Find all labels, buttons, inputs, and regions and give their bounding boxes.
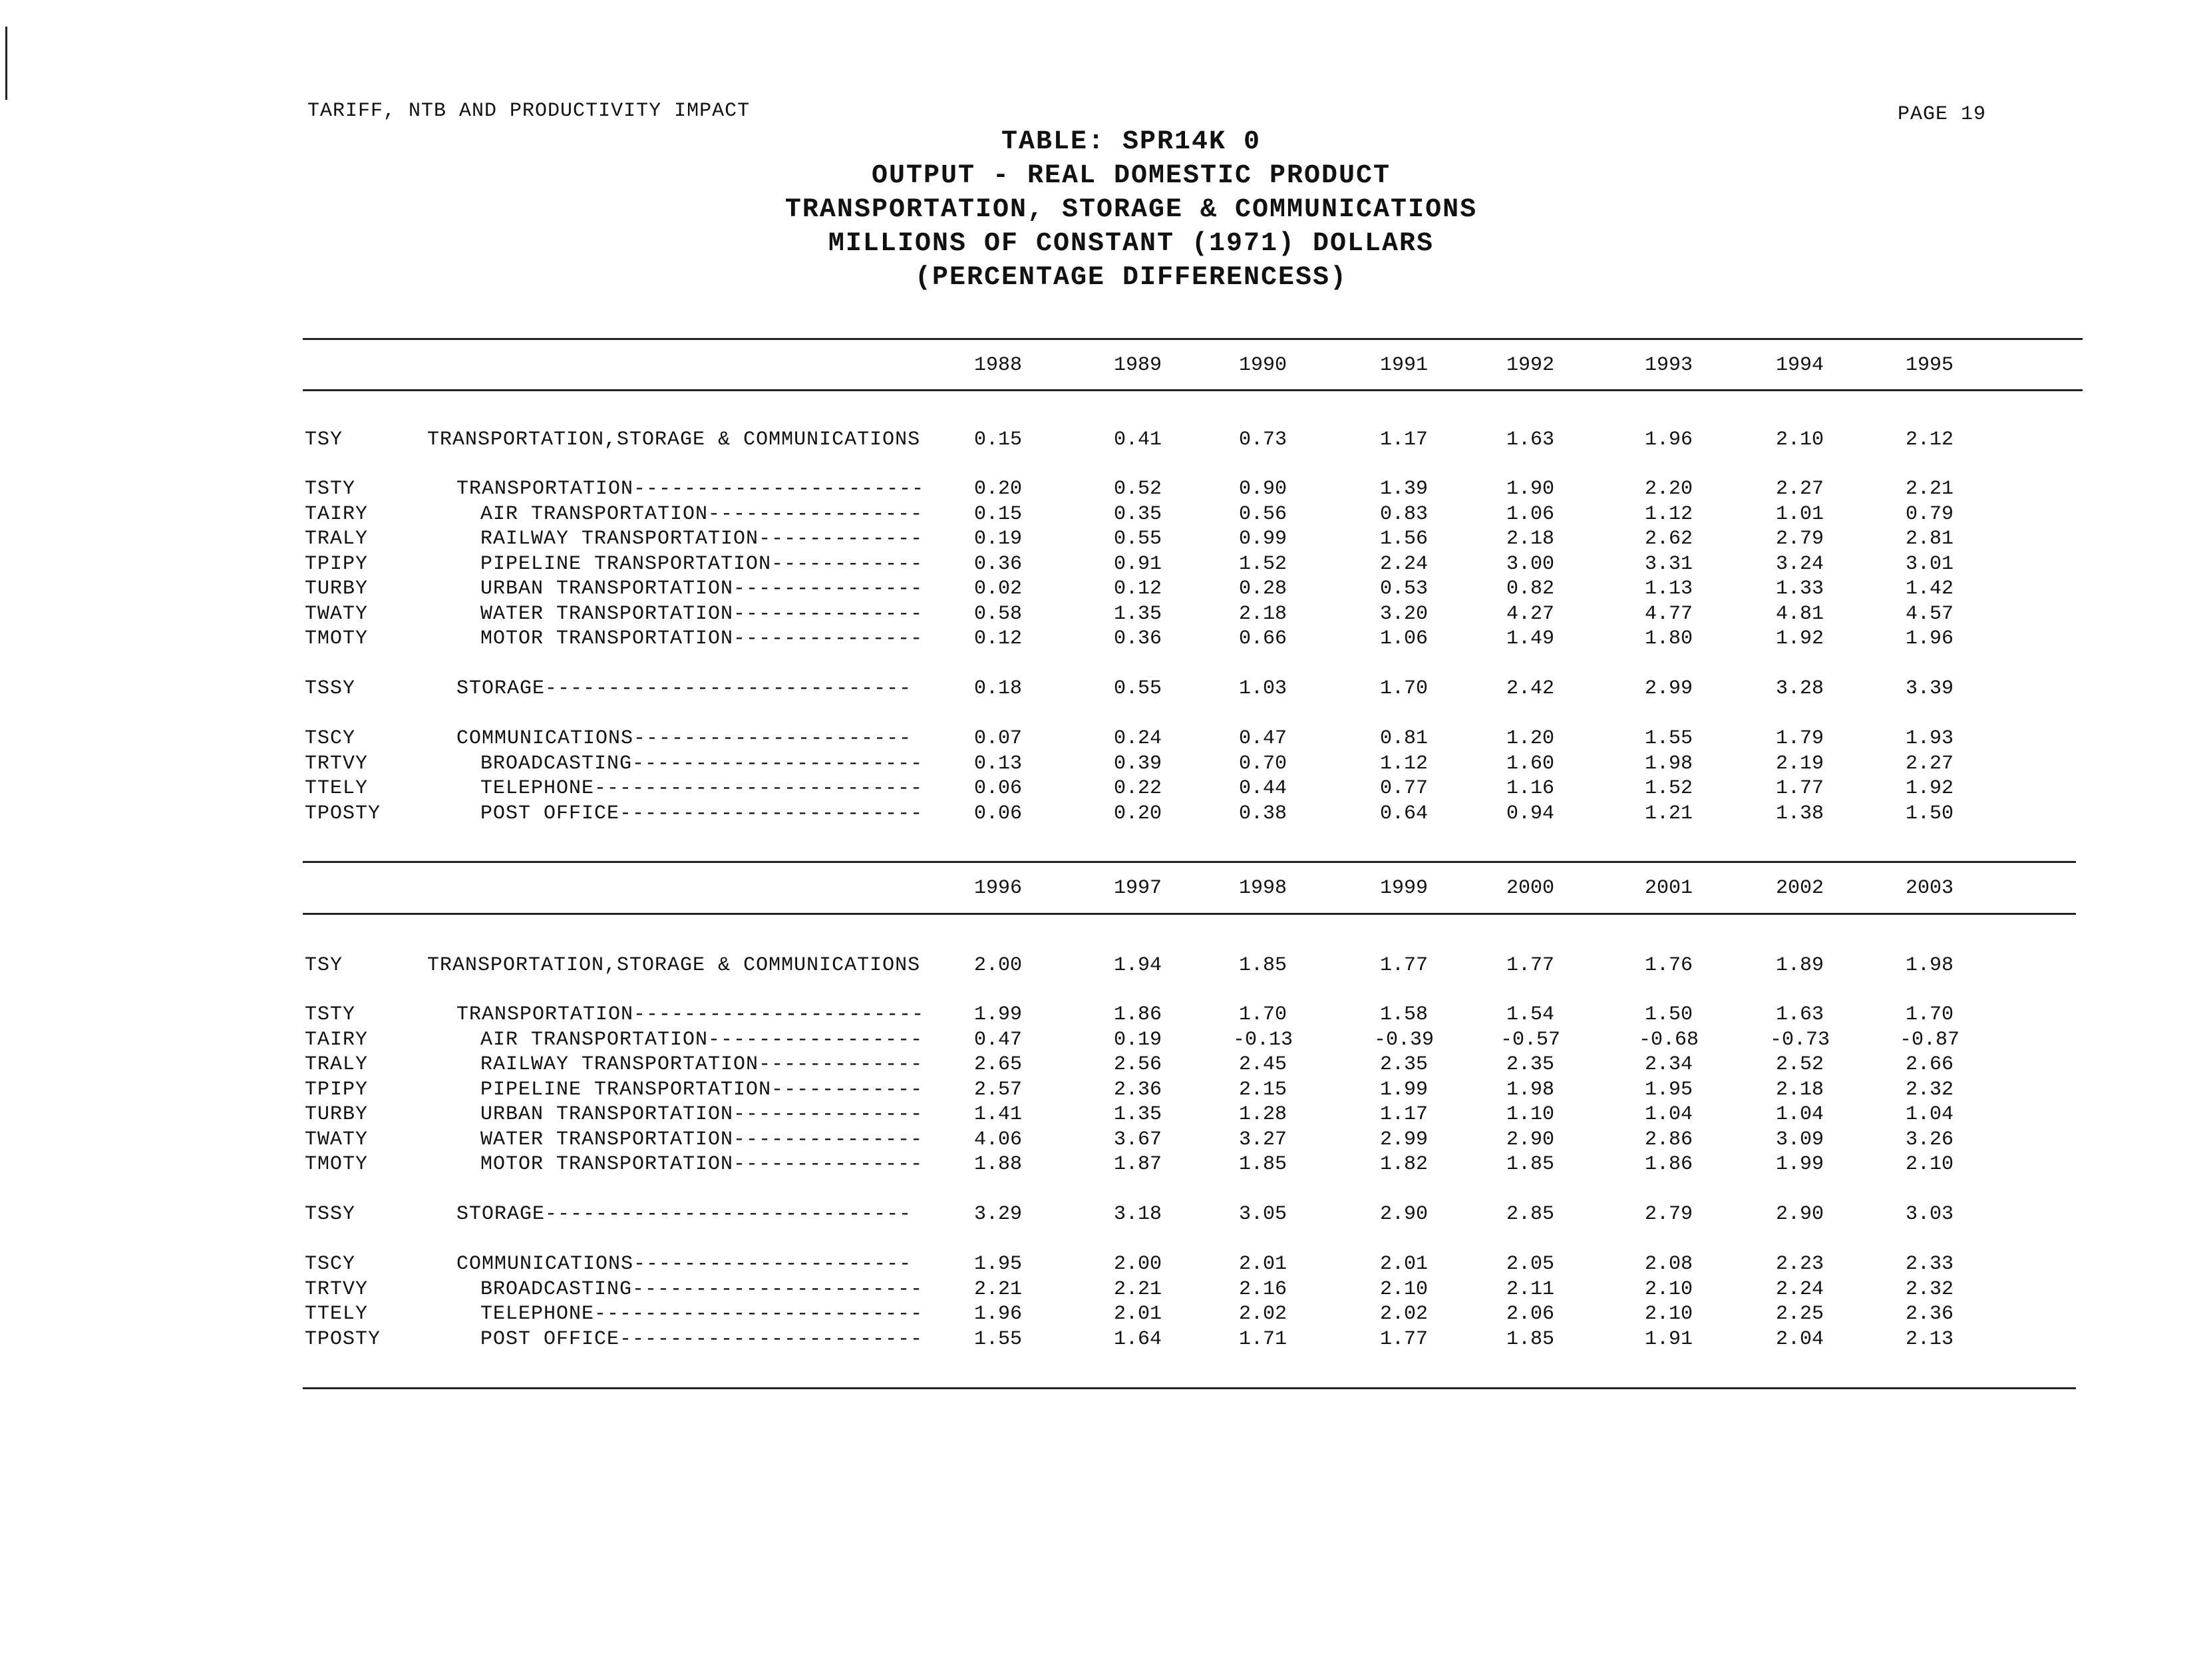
- table-cell: 2.02: [1238, 1303, 1287, 1325]
- table-cell: 2.01: [1113, 1303, 1162, 1325]
- table-cell: -0.68: [1638, 1028, 1699, 1051]
- year-header: 1994: [1775, 354, 1824, 377]
- table-cell: 1.54: [1506, 1003, 1554, 1026]
- table-cell: 4.77: [1644, 602, 1693, 625]
- table-cell: 1.04: [1644, 1103, 1693, 1126]
- table-cell: 0.91: [1113, 552, 1162, 576]
- table-cell: 1.10: [1506, 1103, 1554, 1126]
- table-cell: 3.27: [1238, 1128, 1287, 1151]
- table-cell: 2.21: [973, 1277, 1022, 1301]
- table-cell: 0.20: [1113, 802, 1162, 825]
- table-cell: 1.58: [1379, 1003, 1428, 1026]
- table-cell: 0.83: [1379, 502, 1428, 526]
- row-code: TURBY: [305, 578, 369, 600]
- table-cell: 2.24: [1775, 1277, 1824, 1301]
- table-cell: 1.90: [1506, 478, 1554, 500]
- table-cell: 2.21: [1905, 478, 1953, 500]
- table-cell: 1.35: [1113, 1103, 1162, 1126]
- table-cell: 1.89: [1775, 954, 1824, 977]
- table-cell: 3.29: [973, 1203, 1022, 1226]
- table-cell: 1.86: [1113, 1003, 1162, 1026]
- table-cell: 2.85: [1506, 1203, 1554, 1226]
- table-cell: 2.35: [1506, 1053, 1554, 1076]
- table-cell: 0.53: [1379, 578, 1428, 600]
- table-cell: 0.19: [973, 528, 1022, 550]
- table-cell: 3.05: [1238, 1203, 1287, 1226]
- table-cell: 2.36: [1113, 1078, 1162, 1101]
- table-cell: 1.63: [1775, 1003, 1824, 1026]
- table-cell: 1.99: [1775, 1153, 1824, 1176]
- table-cell: 1.77: [1775, 777, 1824, 800]
- table-cell: 0.58: [973, 602, 1022, 625]
- table-cell: 1.04: [1775, 1103, 1824, 1126]
- table-cell: 3.00: [1506, 552, 1554, 576]
- table-cell: 0.22: [1113, 777, 1162, 800]
- table-cell: 1.96: [1905, 627, 1953, 650]
- table-cell: 1.85: [1506, 1327, 1554, 1351]
- table-cell: 2.86: [1644, 1128, 1693, 1151]
- row-code: TPIPY: [305, 552, 369, 576]
- table-cell: 2.32: [1905, 1078, 1953, 1101]
- row-label: PIPELINE TRANSPORTATION------------: [480, 1078, 924, 1101]
- title-line-sector: TRANSPORTATION, STORAGE & COMMUNICATIONS: [784, 195, 1478, 225]
- table-cell: 2.00: [973, 954, 1022, 977]
- row-label: TRANSPORTATION-----------------------: [456, 478, 925, 500]
- row-code: TRTVY: [305, 1277, 369, 1301]
- table-cell: 2.00: [1113, 1253, 1162, 1275]
- table-cell: 1.60: [1506, 752, 1554, 775]
- row-label: COMMUNICATIONS----------------------: [456, 1253, 912, 1275]
- row-label: RAILWAY TRANSPORTATION-------------: [480, 1053, 924, 1076]
- table-cell: 2.10: [1644, 1303, 1693, 1325]
- table-rule: [303, 389, 2083, 391]
- table-cell: 1.03: [1238, 677, 1287, 700]
- table-cell: 0.38: [1238, 802, 1287, 825]
- table-cell: 2.24: [1379, 552, 1428, 576]
- year-header: 1997: [1113, 877, 1162, 900]
- row-code: TSTY: [305, 478, 356, 500]
- row-label: POST OFFICE------------------------: [480, 1327, 924, 1351]
- row-label: WATER TRANSPORTATION---------------: [480, 1128, 924, 1151]
- year-header: 1990: [1238, 354, 1287, 377]
- table-cell: 2.10: [1644, 1277, 1693, 1301]
- table-cell: 1.85: [1238, 1153, 1287, 1176]
- table-cell: 1.79: [1775, 727, 1824, 750]
- table-cell: 2.25: [1775, 1303, 1824, 1325]
- table-cell: 0.41: [1113, 428, 1162, 451]
- table-cell: 2.62: [1644, 528, 1693, 550]
- table-cell: 0.55: [1113, 528, 1162, 550]
- table-cell: 1.98: [1905, 954, 1953, 977]
- row-label: MOTOR TRANSPORTATION---------------: [480, 627, 924, 650]
- table-cell: 3.18: [1113, 1203, 1162, 1226]
- table-cell: 0.47: [1238, 727, 1287, 750]
- row-label: URBAN TRANSPORTATION---------------: [480, 578, 924, 600]
- title-line-measure: (PERCENTAGE DIFFERENCESS): [914, 263, 1348, 293]
- table-cell: 1.71: [1238, 1327, 1287, 1351]
- table-cell: 0.44: [1238, 777, 1287, 800]
- table-cell: 2.99: [1379, 1128, 1428, 1151]
- table-cell: 0.39: [1113, 752, 1162, 775]
- table-cell: 2.52: [1775, 1053, 1824, 1076]
- row-label: TELEPHONE--------------------------: [480, 777, 924, 800]
- table-rule: [303, 1387, 2076, 1389]
- table-cell: 0.66: [1238, 627, 1287, 650]
- table-cell: 2.79: [1775, 528, 1824, 550]
- table-cell: 2.23: [1775, 1253, 1824, 1275]
- scan-edge-mark: [5, 27, 7, 100]
- table-cell: 0.56: [1238, 502, 1287, 526]
- table-cell: 2.34: [1644, 1053, 1693, 1076]
- title-line-table-id: TABLE: SPR14K 0: [1001, 127, 1262, 157]
- table-cell: 2.01: [1379, 1253, 1428, 1275]
- table-cell: 2.10: [1905, 1153, 1953, 1176]
- table-cell: 1.21: [1644, 802, 1693, 825]
- row-code: TMOTY: [305, 627, 369, 650]
- table-cell: 0.28: [1238, 578, 1287, 600]
- row-code: TSY: [305, 428, 343, 451]
- table-cell: 1.77: [1506, 954, 1554, 977]
- table-cell: 1.70: [1238, 1003, 1287, 1026]
- table-cell: 1.86: [1644, 1153, 1693, 1176]
- table-cell: 1.99: [973, 1003, 1022, 1026]
- row-label: URBAN TRANSPORTATION---------------: [480, 1103, 924, 1126]
- table-cell: 3.20: [1379, 602, 1428, 625]
- table-cell: 2.10: [1379, 1277, 1428, 1301]
- table-cell: 2.06: [1506, 1303, 1554, 1325]
- table-cell: 2.05: [1506, 1253, 1554, 1275]
- table-cell: 1.01: [1775, 502, 1824, 526]
- table-cell: 1.56: [1379, 528, 1428, 550]
- year-header: 1991: [1379, 354, 1428, 377]
- row-code: TSSY: [305, 677, 356, 700]
- table-cell: 0.47: [973, 1028, 1022, 1051]
- row-code: TTELY: [305, 1303, 369, 1325]
- year-header: 1989: [1113, 354, 1162, 377]
- table-cell: 1.04: [1905, 1103, 1953, 1126]
- table-cell: 1.87: [1113, 1153, 1162, 1176]
- table-cell: 0.07: [973, 727, 1022, 750]
- table-cell: 1.28: [1238, 1103, 1287, 1126]
- table-cell: 0.99: [1238, 528, 1287, 550]
- table-cell: 0.20: [973, 478, 1022, 500]
- table-cell: 1.38: [1775, 802, 1824, 825]
- table-cell: 2.18: [1775, 1078, 1824, 1101]
- row-code: TWATY: [305, 602, 369, 625]
- table-cell: 1.88: [973, 1153, 1022, 1176]
- table-cell: 1.41: [973, 1103, 1022, 1126]
- row-code: TWATY: [305, 1128, 369, 1151]
- table-cell: -0.73: [1769, 1028, 1830, 1051]
- table-cell: 0.73: [1238, 428, 1287, 451]
- row-code: TSY: [305, 954, 343, 977]
- table-cell: 2.18: [1506, 528, 1554, 550]
- table-cell: 2.08: [1644, 1253, 1693, 1275]
- table-cell: 0.55: [1113, 677, 1162, 700]
- table-cell: 3.26: [1905, 1128, 1953, 1151]
- row-label: WATER TRANSPORTATION---------------: [480, 602, 924, 625]
- running-header: TARIFF, NTB AND PRODUCTIVITY IMPACT: [307, 100, 751, 122]
- year-header: 1988: [973, 354, 1022, 377]
- row-code: TSTY: [305, 1003, 356, 1026]
- table-cell: 2.45: [1238, 1053, 1287, 1076]
- table-cell: 1.17: [1379, 428, 1428, 451]
- table-cell: 2.04: [1775, 1327, 1824, 1351]
- table-cell: 3.39: [1905, 677, 1953, 700]
- table-cell: 1.17: [1379, 1103, 1428, 1126]
- table-cell: 0.12: [973, 627, 1022, 650]
- row-code: TPOSTY: [305, 1327, 381, 1351]
- row-code: TAIRY: [305, 1028, 369, 1051]
- row-code: TAIRY: [305, 502, 369, 526]
- table-cell: 2.11: [1506, 1277, 1554, 1301]
- table-cell: 1.06: [1506, 502, 1554, 526]
- table-cell: -0.39: [1373, 1028, 1434, 1051]
- table-cell: 2.15: [1238, 1078, 1287, 1101]
- row-label: POST OFFICE------------------------: [480, 802, 924, 825]
- table-cell: 1.52: [1238, 552, 1287, 576]
- table-cell: 1.39: [1379, 478, 1428, 500]
- table-cell: 1.49: [1506, 627, 1554, 650]
- table-cell: 2.18: [1238, 602, 1287, 625]
- row-code: TTELY: [305, 777, 369, 800]
- table-cell: 1.42: [1905, 578, 1953, 600]
- row-code: TRALY: [305, 1053, 369, 1076]
- table-cell: 0.90: [1238, 478, 1287, 500]
- table-cell: 3.67: [1113, 1128, 1162, 1151]
- row-label: BROADCASTING-----------------------: [480, 1277, 924, 1301]
- row-code: TPOSTY: [305, 802, 381, 825]
- table-cell: 1.85: [1238, 954, 1287, 977]
- table-cell: 0.82: [1506, 578, 1554, 600]
- table-cell: 3.09: [1775, 1128, 1824, 1151]
- table-cell: 2.21: [1113, 1277, 1162, 1301]
- row-label: AIR TRANSPORTATION-----------------: [480, 1028, 924, 1051]
- table-rule: [303, 338, 2083, 340]
- table-cell: 1.64: [1113, 1327, 1162, 1351]
- table-cell: 2.65: [973, 1053, 1022, 1076]
- row-label: STORAGE-----------------------------: [456, 677, 912, 700]
- table-cell: 2.90: [1506, 1128, 1554, 1151]
- table-cell: 1.85: [1506, 1153, 1554, 1176]
- row-code: TSCY: [305, 1253, 356, 1275]
- table-cell: 4.57: [1905, 602, 1953, 625]
- table-cell: 2.79: [1644, 1203, 1693, 1226]
- row-label: RAILWAY TRANSPORTATION-------------: [480, 528, 924, 550]
- row-label: TRANSPORTATION,STORAGE & COMMUNICATIONS: [427, 954, 921, 977]
- table-cell: 0.02: [973, 578, 1022, 600]
- table-cell: 0.18: [973, 677, 1022, 700]
- table-cell: 1.98: [1506, 1078, 1554, 1101]
- table-cell: 1.80: [1644, 627, 1693, 650]
- table-cell: 2.35: [1379, 1053, 1428, 1076]
- year-header: 1996: [973, 877, 1022, 900]
- table-cell: 0.06: [973, 777, 1022, 800]
- table-cell: 4.06: [973, 1128, 1022, 1151]
- table-cell: 1.55: [1644, 727, 1693, 750]
- table-cell: 1.82: [1379, 1153, 1428, 1176]
- row-code: TURBY: [305, 1103, 369, 1126]
- table-cell: 3.28: [1775, 677, 1824, 700]
- table-cell: 3.03: [1905, 1203, 1953, 1226]
- table-cell: 2.12: [1905, 428, 1953, 451]
- row-label: TELEPHONE--------------------------: [480, 1303, 924, 1325]
- table-cell: 2.20: [1644, 478, 1693, 500]
- table-cell: 1.20: [1506, 727, 1554, 750]
- table-cell: 1.77: [1379, 954, 1428, 977]
- table-cell: 1.96: [973, 1303, 1022, 1325]
- table-cell: 2.32: [1905, 1277, 1953, 1301]
- table-cell: 1.50: [1644, 1003, 1693, 1026]
- table-cell: 1.96: [1644, 428, 1693, 451]
- title-line-units: MILLIONS OF CONSTANT (1971) DOLLARS: [828, 229, 1435, 259]
- table-cell: 0.35: [1113, 502, 1162, 526]
- table-cell: 1.92: [1775, 627, 1824, 650]
- table-cell: 1.63: [1506, 428, 1554, 451]
- table-cell: 1.91: [1644, 1327, 1693, 1351]
- table-cell: 4.27: [1506, 602, 1554, 625]
- table-cell: 1.95: [973, 1253, 1022, 1275]
- row-code: TRTVY: [305, 752, 369, 775]
- table-cell: 2.99: [1644, 677, 1693, 700]
- table-cell: 1.50: [1905, 802, 1953, 825]
- table-cell: 4.81: [1775, 602, 1824, 625]
- table-title: [732, 125, 1530, 295]
- row-label: MOTOR TRANSPORTATION---------------: [480, 1153, 924, 1176]
- year-header: 1999: [1379, 877, 1428, 900]
- table-cell: 0.19: [1113, 1028, 1162, 1051]
- year-header: 2002: [1775, 877, 1824, 900]
- table-cell: 3.24: [1775, 552, 1824, 576]
- table-cell: 0.15: [973, 502, 1022, 526]
- table-cell: 1.93: [1905, 727, 1953, 750]
- table-cell: 1.12: [1644, 502, 1693, 526]
- table-cell: 2.66: [1905, 1053, 1953, 1076]
- table-cell: 0.36: [973, 552, 1022, 576]
- table-cell: 1.94: [1113, 954, 1162, 977]
- table-cell: 2.27: [1905, 752, 1953, 775]
- table-cell: 0.79: [1905, 502, 1953, 526]
- year-header: 1995: [1905, 354, 1953, 377]
- year-header: 1993: [1644, 354, 1693, 377]
- row-code: TSSY: [305, 1203, 356, 1226]
- row-label: BROADCASTING-----------------------: [480, 752, 924, 775]
- table-cell: 1.70: [1905, 1003, 1953, 1026]
- table-cell: 2.90: [1379, 1203, 1428, 1226]
- table-cell: 0.12: [1113, 578, 1162, 600]
- table-cell: 2.27: [1775, 478, 1824, 500]
- year-header: 2003: [1905, 877, 1953, 900]
- table-cell: 2.10: [1775, 428, 1824, 451]
- table-cell: 2.42: [1506, 677, 1554, 700]
- table-cell: 0.77: [1379, 777, 1428, 800]
- table-cell: 2.56: [1113, 1053, 1162, 1076]
- table-cell: 2.02: [1379, 1303, 1428, 1325]
- row-label: PIPELINE TRANSPORTATION------------: [480, 552, 924, 576]
- table-cell: 2.81: [1905, 528, 1953, 550]
- table-cell: 2.90: [1775, 1203, 1824, 1226]
- table-cell: 0.13: [973, 752, 1022, 775]
- row-code: TPIPY: [305, 1078, 369, 1101]
- table-cell: 1.52: [1644, 777, 1693, 800]
- table-cell: 1.06: [1379, 627, 1428, 650]
- table-rule: [303, 913, 2076, 915]
- table-cell: 0.52: [1113, 478, 1162, 500]
- row-label: TRANSPORTATION,STORAGE & COMMUNICATIONS: [427, 428, 921, 451]
- title-line-output: OUTPUT - REAL DOMESTIC PRODUCT: [871, 161, 1391, 191]
- row-label: COMMUNICATIONS----------------------: [456, 727, 912, 750]
- year-header: 2001: [1644, 877, 1693, 900]
- table-cell: 1.12: [1379, 752, 1428, 775]
- year-header: 2000: [1506, 877, 1554, 900]
- table-cell: 2.01: [1238, 1253, 1287, 1275]
- table-cell: 1.13: [1644, 578, 1693, 600]
- table-cell: 0.70: [1238, 752, 1287, 775]
- table-cell: 1.98: [1644, 752, 1693, 775]
- table-cell: -0.87: [1899, 1028, 1959, 1051]
- table-cell: 2.57: [973, 1078, 1022, 1101]
- table-cell: 1.70: [1379, 677, 1428, 700]
- row-code: TSCY: [305, 727, 356, 750]
- table-cell: 1.92: [1905, 777, 1953, 800]
- table-cell: 0.94: [1506, 802, 1554, 825]
- row-code: TMOTY: [305, 1153, 369, 1176]
- table-cell: -0.13: [1232, 1028, 1293, 1051]
- table-cell: 1.35: [1113, 602, 1162, 625]
- table-cell: 0.24: [1113, 727, 1162, 750]
- table-cell: 2.36: [1905, 1303, 1953, 1325]
- table-cell: 0.64: [1379, 802, 1428, 825]
- table-rule: [303, 861, 2076, 863]
- row-label: TRANSPORTATION-----------------------: [456, 1003, 925, 1026]
- table-cell: 1.76: [1644, 954, 1693, 977]
- table-cell: 0.06: [973, 802, 1022, 825]
- table-cell: -0.57: [1500, 1028, 1560, 1051]
- table-cell: 0.81: [1379, 727, 1428, 750]
- table-cell: 1.95: [1644, 1078, 1693, 1101]
- table-cell: 2.19: [1775, 752, 1824, 775]
- table-cell: 2.16: [1238, 1277, 1287, 1301]
- row-label: AIR TRANSPORTATION-----------------: [480, 502, 924, 526]
- table-cell: 2.13: [1905, 1327, 1953, 1351]
- table-cell: 1.16: [1506, 777, 1554, 800]
- table-cell: 2.33: [1905, 1253, 1953, 1275]
- year-header: 1998: [1238, 877, 1287, 900]
- table-cell: 1.33: [1775, 578, 1824, 600]
- table-cell: 3.01: [1905, 552, 1953, 576]
- page-number: PAGE 19: [1898, 103, 1987, 126]
- year-header: 1992: [1506, 354, 1554, 377]
- row-label: STORAGE-----------------------------: [456, 1203, 912, 1226]
- row-code: TRALY: [305, 528, 369, 550]
- table-cell: 1.55: [973, 1327, 1022, 1351]
- table-cell: 1.77: [1379, 1327, 1428, 1351]
- table-cell: 0.36: [1113, 627, 1162, 650]
- table-cell: 1.99: [1379, 1078, 1428, 1101]
- table-cell: 3.31: [1644, 552, 1693, 576]
- table-cell: 0.15: [973, 428, 1022, 451]
